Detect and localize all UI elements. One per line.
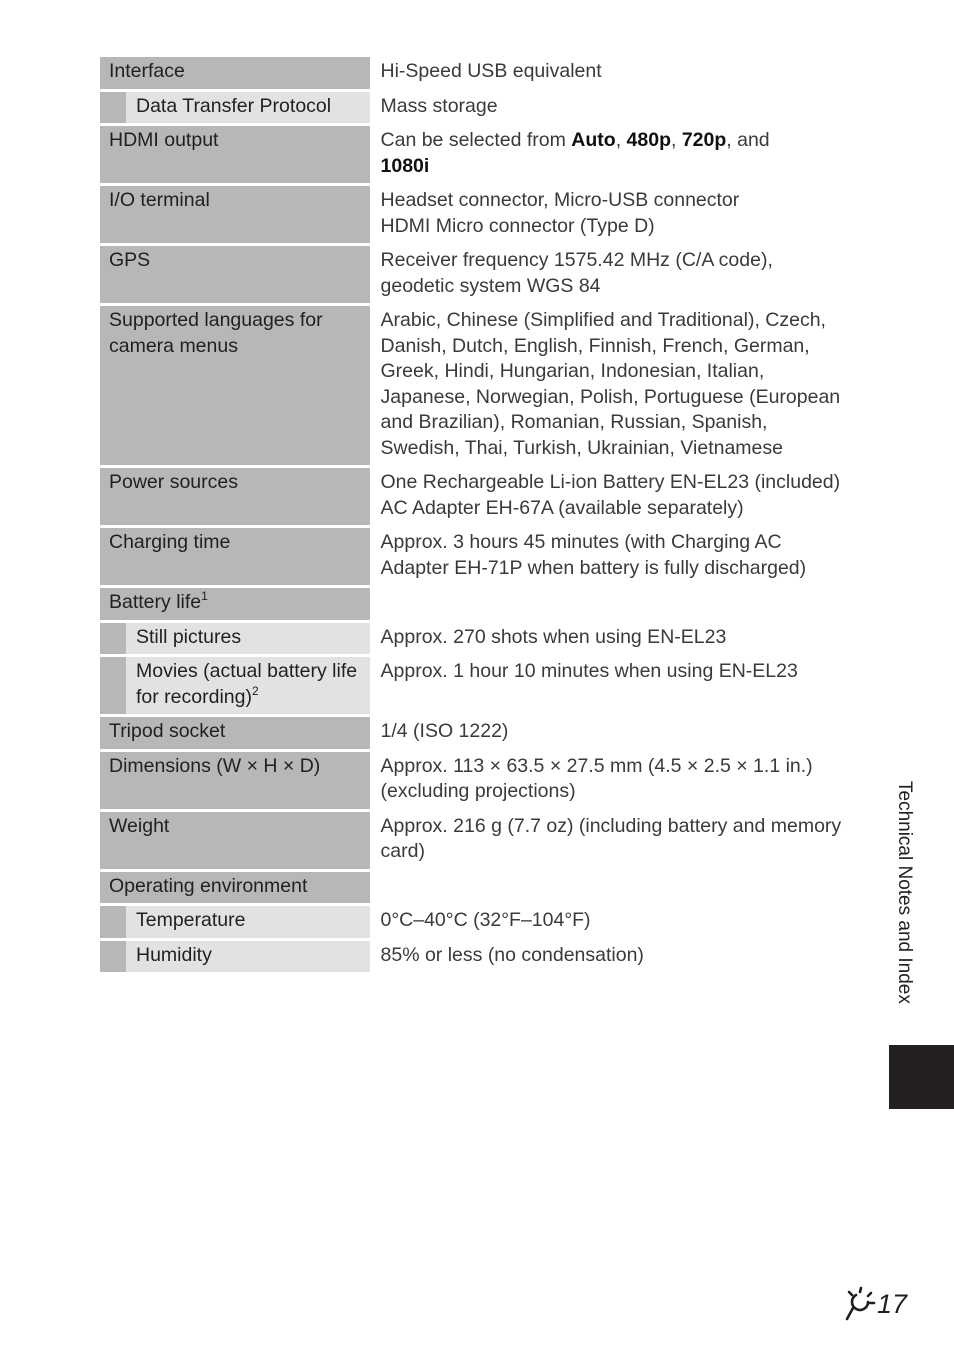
table-row: [100, 905, 845, 940]
specifications-table: [100, 57, 845, 975]
spec-value: [371, 467, 845, 527]
table-row: [100, 716, 845, 751]
option-auto: Auto: [571, 129, 616, 151]
spec-value: Arabic, Chinese (Simplified and Traditional), Czech, Danish, Dutch, English, Finnish, French, German, Greek, Hindi, Hungarian, Indonesian, Italian, Japanese, Norwegian, Polish, Portuguese (European and Brazilian), Romanian, Russian, Spanish, Swedish, Thai, Turkish, Ukrainian, Vietnamese: [371, 305, 845, 467]
spec-value: 1/4 (ISO 1222): [371, 716, 845, 751]
indent-bar: [100, 656, 126, 716]
spec-value: Can be selected from Auto, 480p, 720p, and 1080i: [371, 125, 845, 185]
spec-label: Tripod socket: [100, 716, 371, 751]
table-row: [100, 125, 845, 185]
footnote-marker: 1: [201, 589, 208, 603]
spec-value: Approx. 3 hours 45 minutes (with Charging AC Adapter EH-71P when battery is fully discharged): [371, 527, 845, 587]
footnote-marker: 2: [251, 683, 259, 698]
table-row: [100, 305, 845, 467]
spec-label: Operating environment: [100, 870, 371, 905]
spec-value: Hi-Speed USB equivalent: [371, 57, 845, 90]
table-row: [100, 467, 845, 527]
value-line: One Rechargeable Li-ion Battery EN-EL23 (included): [380, 471, 841, 493]
spec-value: Approx. 216 g (7.7 oz) (including battery and memory card): [371, 810, 845, 870]
indent-bar: [100, 905, 126, 940]
value-line: Headset connector, Micro-USB connector: [380, 189, 740, 211]
table-row: [100, 587, 845, 622]
spec-value: Approx. 1 hour 10 minutes when using EN-EL23: [371, 656, 845, 716]
indent-bar: [100, 939, 126, 974]
indent-bar: [100, 90, 126, 125]
spec-label: Dimensions (W × H × D): [100, 750, 371, 810]
spec-label: Supported languages for camera menus: [100, 305, 371, 467]
spec-sublabel: Data Transfer Protocol: [126, 90, 371, 125]
spec-value-empty: [371, 587, 845, 622]
table-row: [100, 185, 845, 245]
spec-value: Receiver frequency 1575.42 MHz (C/A code), geodetic system WGS 84: [371, 245, 845, 305]
side-tab-label: Technical Notes and Index: [894, 781, 915, 1004]
table-row: [100, 57, 845, 90]
label-text: Movies (actual battery life for recording): [136, 660, 358, 708]
page-number: [843, 1286, 907, 1322]
table-row: [100, 810, 845, 870]
spec-label: Charging time: [100, 527, 371, 587]
spec-value: 0°C–40°C (32°F–104°F): [371, 905, 845, 940]
spec-value: 85% or less (no condensation): [371, 939, 845, 974]
table-row: [100, 90, 845, 125]
spec-sublabel: Humidity: [126, 939, 371, 974]
spec-sublabel: [126, 656, 371, 716]
spec-sublabel: Temperature: [126, 905, 371, 940]
spec-value: Approx. 113 × 63.5 × 27.5 mm (4.5 × 2.5 × 1.1 in.) (excluding projections): [371, 750, 845, 810]
spec-label: HDMI output: [100, 125, 371, 185]
spec-label: [100, 587, 371, 622]
side-tab-marker: [889, 1045, 954, 1109]
spec-value: [371, 185, 845, 245]
table-row: [100, 245, 845, 305]
label-text: Battery life: [109, 591, 202, 613]
table-row: [100, 527, 845, 587]
spec-sublabel: Still pictures: [126, 621, 371, 656]
table-row: [100, 750, 845, 810]
value-line: AC Adapter EH-67A (available separately): [380, 496, 744, 519]
value-line: HDMI Micro connector (Type D): [380, 214, 655, 237]
value-text: , and: [726, 129, 770, 151]
technical-notes-icon: [843, 1286, 877, 1322]
spec-label: GPS: [100, 245, 371, 305]
option-720p: 720p: [681, 129, 727, 151]
spec-value: Approx. 270 shots when using EN-EL23: [371, 621, 845, 656]
table-row: [100, 656, 845, 716]
value-text: Can be selected from: [380, 129, 572, 151]
spec-label: Interface: [100, 57, 371, 90]
spec-value-empty: [371, 870, 845, 905]
spec-label: Weight: [100, 810, 371, 870]
option-1080i: 1080i: [380, 154, 430, 177]
indent-bar: [100, 621, 126, 656]
page-number-text: 17: [877, 1288, 908, 1319]
table-row: [100, 870, 845, 905]
option-480p: 480p: [626, 129, 671, 151]
table-row: [100, 621, 845, 656]
spec-label: I/O terminal: [100, 185, 371, 245]
table-row: [100, 939, 845, 974]
spec-value: Mass storage: [371, 90, 845, 125]
spec-label: Power sources: [100, 467, 371, 527]
